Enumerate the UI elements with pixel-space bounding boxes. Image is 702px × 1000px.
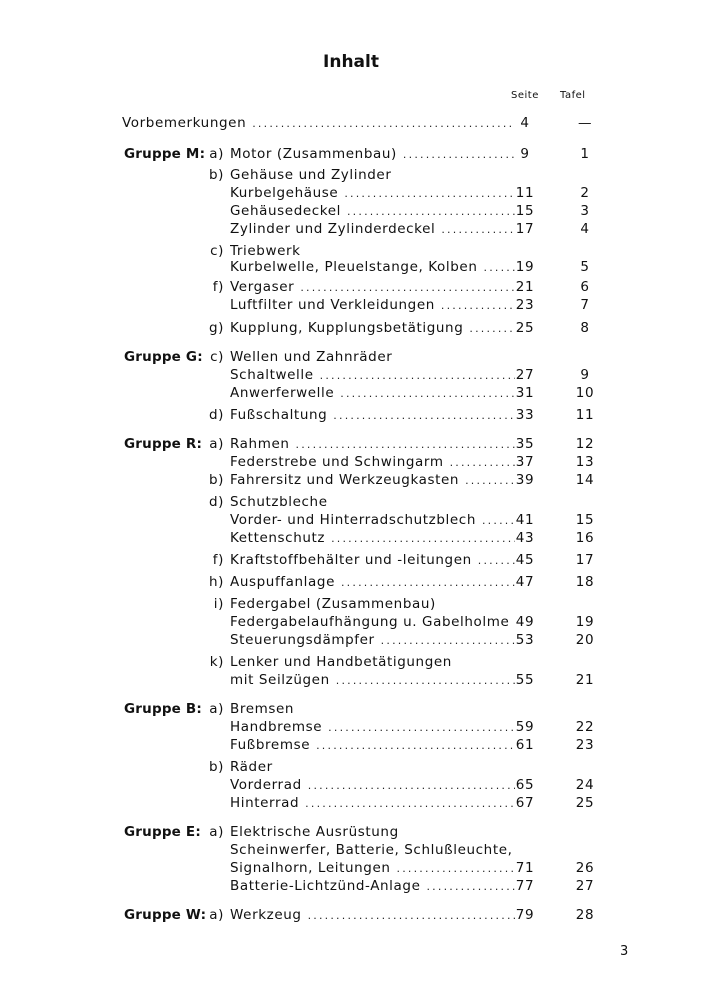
toc-entry <box>0 406 702 424</box>
group-label: Gruppe B: <box>124 701 203 717</box>
toc-entry <box>0 435 702 453</box>
item-marker: g) <box>208 320 224 336</box>
entry-title: Motor (Zusammenbau) ..... <box>230 145 515 164</box>
page-ref: 17 <box>515 221 535 237</box>
entry-title: Rahmen ..... <box>230 435 515 454</box>
item-marker: a) <box>209 907 224 923</box>
entry-title: Anwerferwelle ..... <box>230 384 515 403</box>
dot-leader <box>305 795 515 813</box>
toc-entry <box>0 595 702 613</box>
plate-ref: 12 <box>575 436 595 452</box>
page-ref: 53 <box>515 632 535 648</box>
entry-title: Bremsen <box>230 701 295 717</box>
plate-ref: — <box>577 115 593 131</box>
plate-ref: 22 <box>575 719 595 735</box>
entry-title: Federgabel (Zusammenbau) <box>230 596 436 612</box>
entry-title: Batterie-Lichtzünd-Anlage ..... <box>230 877 515 896</box>
page-ref: 9 <box>520 146 530 162</box>
item-marker: f) <box>212 552 224 568</box>
entry-title: Kettenschutz ..... <box>230 529 515 548</box>
entry-title: Fahrersitz und Werkzeugkasten ..... <box>230 471 515 490</box>
item-marker: d) <box>208 407 224 423</box>
page-ref: 21 <box>515 279 535 295</box>
plate-ref: 28 <box>575 907 595 923</box>
entry-title: Scheinwerfer, Batterie, Schlußleuchte, <box>230 842 513 858</box>
page-ref: 41 <box>515 512 535 528</box>
entry-title: Zylinder und Zylinderdeckel ..... <box>230 220 515 239</box>
entry-title: Fußschaltung ..... <box>230 406 515 425</box>
page-ref: 61 <box>515 737 535 753</box>
toc-entry <box>0 384 702 402</box>
entry-title: Werkzeug ..... <box>230 906 515 925</box>
toc-entry <box>0 166 702 184</box>
dot-leader <box>320 367 515 385</box>
toc-entry <box>0 841 702 859</box>
entry-title: mit Seilzügen ..... <box>230 671 515 690</box>
page-ref: 47 <box>515 574 535 590</box>
item-marker: b) <box>208 167 224 183</box>
dot-leader <box>397 860 515 878</box>
dot-leader <box>331 530 515 548</box>
page-ref: 27 <box>515 367 535 383</box>
plate-ref: 9 <box>580 367 590 383</box>
entry-title: Kraftstoffbehälter und -leitungen ..... <box>230 551 515 570</box>
page-number: 3 <box>620 944 629 959</box>
toc-entry <box>0 278 702 296</box>
plate-ref: 20 <box>575 632 595 648</box>
page-ref: 19 <box>515 259 535 275</box>
dot-leader <box>300 279 515 297</box>
dot-leader <box>296 436 515 454</box>
entry-title: Vorbemerkungen ..... <box>122 114 515 133</box>
entry-title: Vergaser ..... <box>230 278 515 297</box>
page-ref: 65 <box>515 777 535 793</box>
toc-entry <box>0 493 702 511</box>
toc-entry <box>0 573 702 591</box>
dot-leader <box>347 203 515 221</box>
page-ref: 11 <box>515 185 535 201</box>
page-ref: 43 <box>515 530 535 546</box>
plate-ref: 16 <box>575 530 595 546</box>
toc-entry <box>0 794 702 812</box>
item-marker: a) <box>209 824 224 840</box>
entry-title: Auspuffanlage ..... <box>230 573 515 592</box>
item-marker: a) <box>209 436 224 452</box>
entry-title: Hinterrad ..... <box>230 794 515 813</box>
plate-ref: 6 <box>580 279 590 295</box>
toc-entry <box>0 319 702 337</box>
entry-title: Steuerungsdämpfer ..... <box>230 631 515 650</box>
dot-leader <box>336 672 515 690</box>
toc-entry <box>0 453 702 471</box>
entry-title: Kupplung, Kupplungsbetätigung ..... <box>230 319 515 338</box>
group-label: Gruppe W: <box>124 907 207 923</box>
item-marker: h) <box>208 574 224 590</box>
toc-entry <box>0 823 702 841</box>
page-ref: 77 <box>515 878 535 894</box>
entry-title: Federgabelaufhängung u. Gabelholme <box>230 614 510 630</box>
toc-entry <box>0 471 702 489</box>
plate-ref: 18 <box>575 574 595 590</box>
dot-leader <box>381 632 515 650</box>
page-ref: 35 <box>515 436 535 452</box>
plate-ref: 21 <box>575 672 595 688</box>
toc-entry <box>0 529 702 547</box>
entry-title: Handbremse ..... <box>230 718 515 737</box>
page-ref: 67 <box>515 795 535 811</box>
item-marker: b) <box>208 472 224 488</box>
toc-entry <box>0 718 702 736</box>
page-ref: 23 <box>515 297 535 313</box>
page-ref: 39 <box>515 472 535 488</box>
toc-entry <box>0 906 702 924</box>
column-header-seite: Seite <box>511 90 539 101</box>
page-ref: 4 <box>520 115 530 131</box>
plate-ref: 15 <box>575 512 595 528</box>
toc-entry <box>0 145 702 163</box>
page-ref: 37 <box>515 454 535 470</box>
dot-leader <box>344 185 515 203</box>
item-marker: k) <box>209 654 224 670</box>
item-marker: a) <box>209 146 224 162</box>
plate-ref: 23 <box>575 737 595 753</box>
toc-entry <box>0 366 702 384</box>
toc-entry <box>0 758 702 776</box>
page-ref: 71 <box>515 860 535 876</box>
dot-leader <box>465 472 515 490</box>
plate-ref: 26 <box>575 860 595 876</box>
entry-title: Schutzbleche <box>230 494 328 510</box>
entry-title: Wellen und Zahnräder <box>230 349 393 365</box>
entry-title: Räder <box>230 759 273 775</box>
entry-title: Vorderrad ..... <box>230 776 515 795</box>
entry-title: Kurbelgehäuse ..... <box>230 184 515 203</box>
plate-ref: 4 <box>580 221 590 237</box>
dot-leader <box>252 115 515 133</box>
dot-leader <box>328 719 515 737</box>
dot-leader <box>450 454 515 472</box>
dot-leader <box>341 574 515 592</box>
page-ref: 31 <box>515 385 535 401</box>
plate-ref: 10 <box>575 385 595 401</box>
dot-leader <box>340 385 515 403</box>
plate-ref: 2 <box>580 185 590 201</box>
page-ref: 45 <box>515 552 535 568</box>
item-marker: i) <box>213 596 224 612</box>
plate-ref: 24 <box>575 777 595 793</box>
toc-entry <box>0 220 702 238</box>
toc-entry <box>0 202 702 220</box>
dot-leader <box>308 907 515 925</box>
entry-title: Elektrische Ausrüstung <box>230 824 399 840</box>
toc-entry <box>0 671 702 689</box>
dot-leader <box>441 221 515 239</box>
dot-leader <box>426 878 515 896</box>
entry-title: Signalhorn, Leitungen ..... <box>230 859 515 878</box>
plate-ref: 14 <box>575 472 595 488</box>
toc-entry <box>0 348 702 366</box>
page-ref: 15 <box>515 203 535 219</box>
toc-entry <box>0 877 702 895</box>
plate-ref: 5 <box>580 259 590 275</box>
entry-title: Kurbelwelle, Pleuelstange, Kolben ..... <box>230 258 515 277</box>
plate-ref: 11 <box>575 407 595 423</box>
plate-ref: 17 <box>575 552 595 568</box>
page-ref: 25 <box>515 320 535 336</box>
toc-entry <box>0 631 702 649</box>
group-label: Gruppe E: <box>124 824 201 840</box>
plate-ref: 8 <box>580 320 590 336</box>
entry-title: Schaltwelle ..... <box>230 366 515 385</box>
toc-entry <box>0 114 702 132</box>
page-title: Inhalt <box>323 52 379 72</box>
entry-title: Gehäuse und Zylinder <box>230 167 392 183</box>
toc-entry <box>0 736 702 754</box>
item-marker: a) <box>209 701 224 717</box>
toc-entry <box>0 296 702 314</box>
toc-entry <box>0 653 702 671</box>
plate-ref: 13 <box>575 454 595 470</box>
item-marker: c) <box>210 243 224 259</box>
plate-ref: 19 <box>575 614 595 630</box>
toc-entry <box>0 776 702 794</box>
dot-leader <box>469 320 515 338</box>
entry-title: Vorder- und Hinterradschutzblech ..... <box>230 511 515 530</box>
toc-entry <box>0 511 702 529</box>
item-marker: b) <box>208 759 224 775</box>
plate-ref: 7 <box>580 297 590 313</box>
page-ref: 79 <box>515 907 535 923</box>
toc-entry <box>0 700 702 718</box>
plate-ref: 3 <box>580 203 590 219</box>
page-ref: 33 <box>515 407 535 423</box>
plate-ref: 25 <box>575 795 595 811</box>
entry-title: Federstrebe und Schwingarm ..... <box>230 453 515 472</box>
column-header-tafel: Tafel <box>560 90 586 101</box>
entry-title: Luftfilter und Verkleidungen ..... <box>230 296 515 315</box>
dot-leader <box>441 297 515 315</box>
dot-leader <box>333 407 515 425</box>
item-marker: f) <box>212 279 224 295</box>
group-label: Gruppe G: <box>124 349 203 365</box>
entry-title: Lenker und Handbetätigungen <box>230 654 452 670</box>
entry-title: Fußbremse ..... <box>230 736 515 755</box>
plate-ref: 1 <box>580 146 590 162</box>
toc-entry <box>0 258 702 276</box>
toc-entry <box>0 613 702 631</box>
toc-entry <box>0 859 702 877</box>
item-marker: d) <box>208 494 224 510</box>
page-ref: 49 <box>515 614 535 630</box>
dot-leader <box>403 146 515 164</box>
entry-title: Triebwerk <box>230 243 301 259</box>
page-ref: 59 <box>515 719 535 735</box>
item-marker: c) <box>210 349 224 365</box>
entry-title: Gehäusedeckel ..... <box>230 202 515 221</box>
group-label: Gruppe R: <box>124 436 203 452</box>
page-ref: 55 <box>515 672 535 688</box>
toc-entry <box>0 551 702 569</box>
group-label: Gruppe M: <box>124 146 206 162</box>
toc-entry <box>0 184 702 202</box>
plate-ref: 27 <box>575 878 595 894</box>
dot-leader <box>308 777 515 795</box>
dot-leader <box>316 737 515 755</box>
